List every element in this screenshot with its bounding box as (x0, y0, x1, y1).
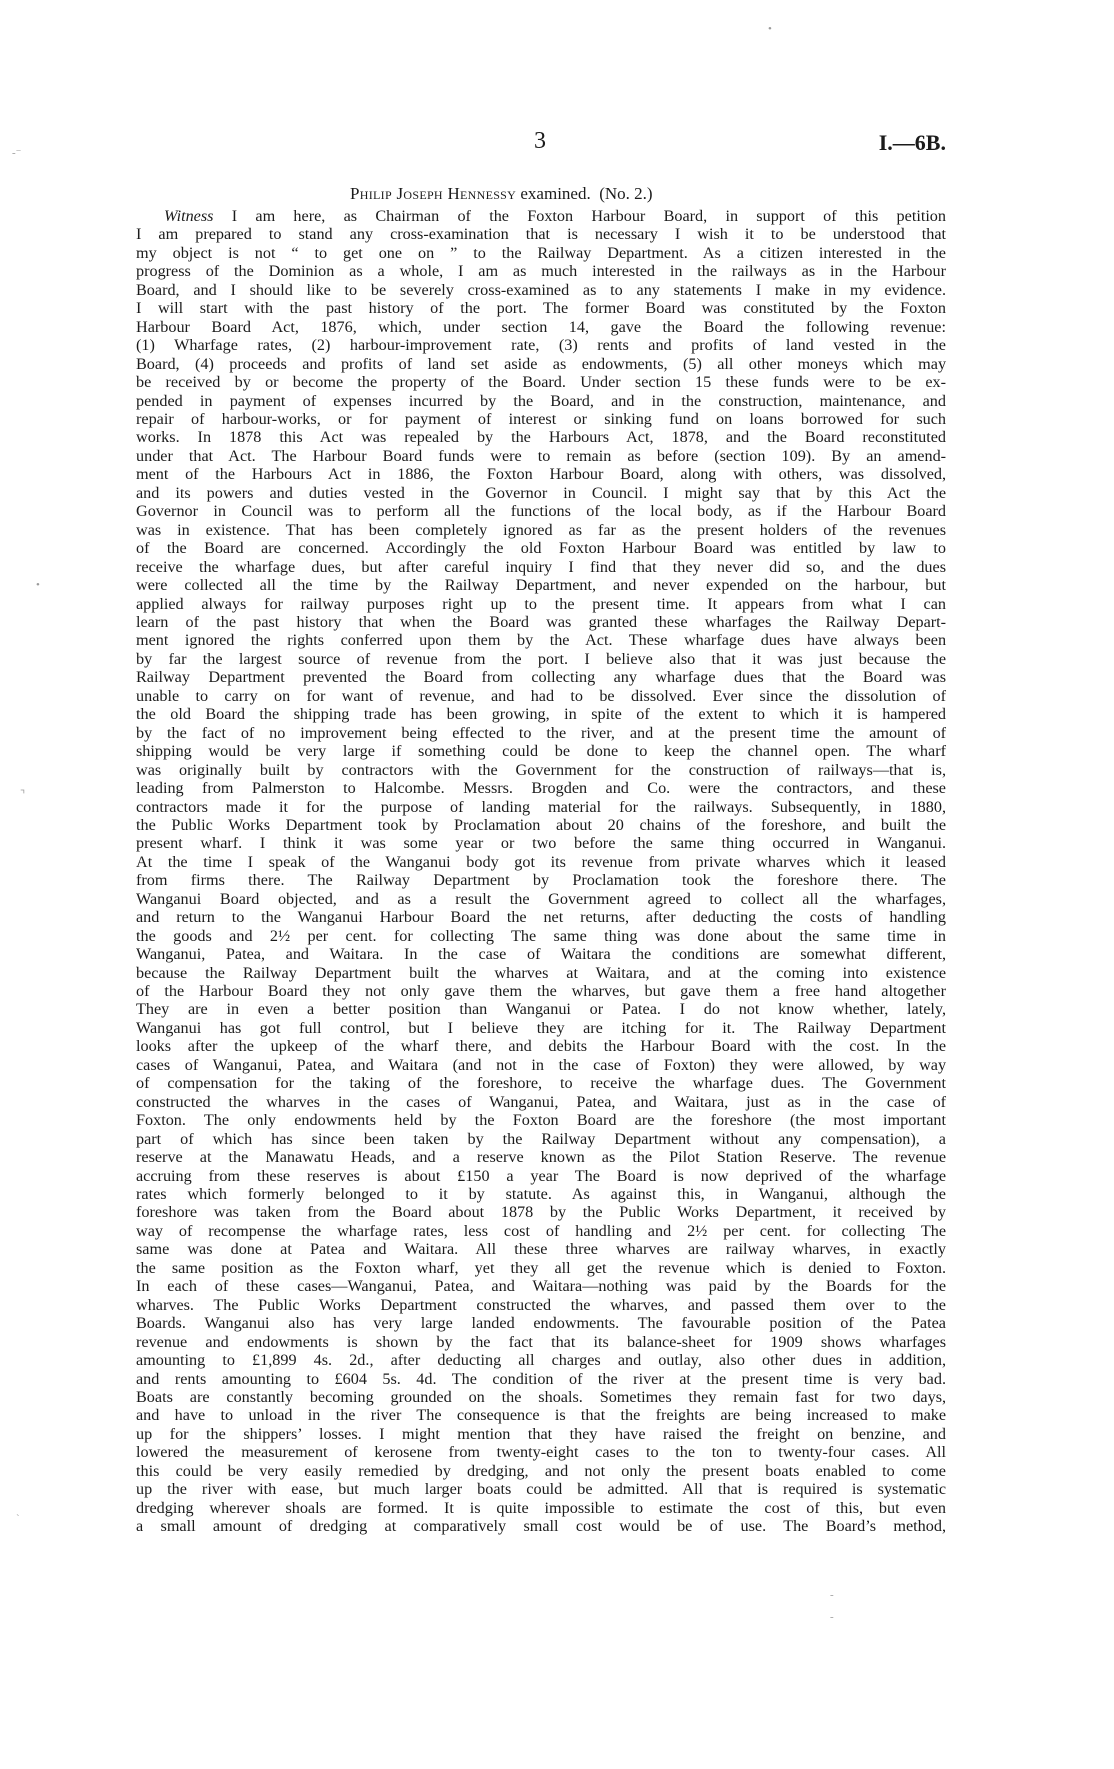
line-text: I am prepared to stand any cross-examination that is necessary I wish it to be understood that (136, 225, 947, 244)
line-text: and have to unload in the river The consequence is that the freights are being increased to make (136, 1406, 947, 1425)
text-line (136, 539, 946, 557)
text-line (136, 262, 946, 280)
line-text: looks after the upkeep of the wharf there, and debits the Harbour Board with the cost. In the (136, 1037, 946, 1056)
text-line (136, 576, 946, 594)
line-text: repair of harbour-works, or for payment of interest or sinking fund on loans borrowed for such (136, 409, 946, 428)
line-text: way of recompense the wharfage rates, less cost of handling and 2½ per cent. for collecting The (136, 1221, 947, 1240)
text-line (136, 853, 946, 871)
line-text: the goods and 2½ per cent. for collecting The same thing was done about the same time in (136, 926, 946, 945)
text-line (136, 1037, 946, 1055)
line-text: ment of the Harbours Act in 1886, the Foxton Harbour Board, along with others, was dissolved, (136, 465, 947, 484)
line-text: At the time I speak of the Wanganui body got its revenue from private wharves which it leased (136, 852, 946, 871)
line-text: under that Act. The Harbour Board funds were to remain as before (section 109). By an amend- (136, 446, 947, 465)
line-text: wharves. The Public Works Department constructed the wharves, and passed them over to the (136, 1295, 946, 1314)
line-text: Wanganui has got full control, but I believe they are itching for it. The Railway Department (136, 1018, 946, 1037)
line-text: Railway Department prevented the Board from collecting any wharfage dues that the Board was (136, 668, 946, 687)
line-text: present wharf. I think it was some year or two before the same thing occurred in Wanganui. (136, 834, 946, 853)
text-line (136, 1167, 946, 1185)
witness-name: Philip Joseph Hennessy (350, 184, 517, 203)
text-line (136, 502, 946, 520)
line-text: the Public Works Department took by Proclamation about 20 chains of the foreshore, and built the (136, 815, 947, 834)
text-line (136, 1019, 946, 1037)
text-line (136, 1314, 946, 1332)
line-text: foreshore was taken from the Board about 1878 by the Public Works Department, it received by (136, 1203, 946, 1222)
paper-reference: I.—6B. (878, 130, 946, 155)
text-line (136, 834, 946, 852)
line-text: and its powers and duties vested in the Governor in Council. I might say that by this Act the (136, 483, 947, 502)
text-line (136, 521, 946, 539)
line-text: from firms there. The Railway Department by Proclamation took the foreshore there. The (136, 871, 946, 890)
text-line (136, 1370, 946, 1388)
text-line (136, 1130, 946, 1148)
text-line (136, 1148, 946, 1166)
text-line (136, 871, 946, 889)
text-line (136, 1499, 946, 1517)
line-text: my object is not “ to get one on ” to the Railway Department. As a citizen interested in the (136, 243, 946, 262)
text-line (136, 1203, 946, 1221)
line-text: be received by or become the property of the Board. Under section 15 these funds were to be ex- (136, 373, 946, 392)
line-text: reserve at the Manawatu Heads, and a reserve known as the Pilot Station Reserve. The revenue (136, 1148, 947, 1167)
text-line (136, 336, 946, 354)
text-line (136, 1406, 946, 1424)
text-line (136, 650, 946, 668)
text-line (136, 1333, 946, 1351)
text-line (136, 779, 946, 797)
line-text: applied always for railway purposes right up to the present time. It appears from what I can (136, 594, 946, 613)
line-text: Boats are constantly becoming grounded on the shoals. Sometimes they remain fast for two days, (136, 1388, 947, 1406)
line-text: Board, and I should like to be severely cross-examined as to any statements I make in my evidence. (136, 280, 946, 299)
line-text: was originally built by contractors with the Government for the construction of railways—that is, (136, 760, 946, 779)
line-text: Board, (4) proceeds and profits of land set aside as endowments, (5) all other moneys which may (136, 354, 947, 373)
line-text: Boards. Wanganui also has very large landed endowments. The favourable position of the Patea (136, 1314, 946, 1333)
scan-mark: • (768, 23, 772, 35)
text-line (136, 465, 946, 483)
text-line (136, 742, 946, 760)
line-text: works. In 1878 this Act was repealed by the Harbours Act, 1878, and the Board reconstituted (136, 428, 946, 447)
line-text: up the river with ease, but much larger boats could be admitted. All that is required is systematic (136, 1480, 946, 1499)
text-line (136, 410, 946, 428)
line-text: was in existence. That has been completely ignored as far as the present holders of the revenues (136, 520, 946, 539)
line-text: the old Board the shipping trade has been growing, in spite of the extent to which it is hampered (136, 705, 947, 724)
line-text: of compensation for the taking of the foreshore, to receive the wharfage dues. The Government (136, 1074, 947, 1093)
text-line (136, 816, 946, 834)
line-text: In each of these cases—Wanganui, Patea, and Waitara—nothing was paid by the Boards for the (136, 1277, 947, 1296)
text-line (136, 1517, 946, 1535)
line-text: I will start with the past history of the port. The former Board was constituted by the Foxton (136, 299, 946, 318)
line-text: accruing from these reserves is about £150 a year The Board is now deprived of the wharfage (136, 1166, 946, 1185)
section-heading (350, 184, 810, 204)
text-line (136, 982, 946, 1000)
line-text: contractors made it for the purpose of landing material for the railways. Subsequently, in 1880, (136, 797, 946, 816)
text-line (136, 1480, 946, 1498)
line-text: same was done at Patea and Waitara. All these three wharves are railway wharves, in exactly (136, 1240, 946, 1259)
text-line (136, 1425, 946, 1443)
text-line (136, 1240, 946, 1258)
line-text: rates which formerly belonged to it by statute. As against this, in Wanganui, although the (136, 1185, 946, 1204)
text-line (136, 687, 946, 705)
scan-mark: - (830, 1589, 834, 1601)
text-line (136, 1351, 946, 1369)
text-line (136, 428, 946, 446)
text-line (136, 373, 946, 391)
text-line (136, 890, 946, 908)
line-text: were collected all the time by the Railway Department, and never expended on the harbour, but (136, 576, 946, 595)
text-line (136, 705, 946, 723)
line-text: They are in even a better position than Wanganui or Patea. I do not know whether, lately, (136, 1000, 946, 1019)
line-text: and return to the Wanganui Harbour Board the net returns, after deducting the costs of handling (136, 908, 946, 927)
text-line (136, 207, 946, 225)
text-line (136, 447, 946, 465)
line-text: of the Harbour Board they not only gave them the wharves, but gave them a free hand altogether (136, 982, 946, 1001)
line-text: the same position as the Foxton wharf, yet they all get the revenue which is denied to Foxton. (136, 1258, 947, 1277)
line-text: progress of the Dominion as a whole, I am as much interested in the railways as in the Harbour (136, 262, 946, 281)
line-text: (1) Wharfage rates, (2) harbour-improvement rate, (3) rents and profits of land vested in the (136, 336, 946, 355)
line-text: lowered the measurement of kerosene from twenty-eight cases to the ton to twenty-four cases. All (136, 1443, 947, 1462)
line-text: shipping would be very large if something could be done to keep the channel open. The wharf (136, 742, 946, 761)
line-text: Wanganui, Patea, and Waitara. In the case of Waitara the conditions are somewhat different, (136, 945, 946, 964)
text-line (136, 1443, 946, 1461)
speaker-label: Witness (164, 207, 214, 225)
heading-suffix: examined. (516, 184, 591, 203)
line-text: receive the wharfage dues, but after careful inquiry I find that they never did so, and the dues (136, 557, 946, 576)
text-line (136, 1000, 946, 1018)
line-text: constructed the wharves in the cases of Wanganui, Patea, and Waitara, just as in the case of (136, 1092, 947, 1111)
text-line (136, 724, 946, 742)
text-line (136, 1277, 946, 1295)
text-line (136, 355, 946, 373)
line-text: Harbour Board Act, 1876, which, under section 14, gave the Board the following revenue: (136, 317, 946, 336)
line-text: ment ignored the rights conferred upon them by the Act. These wharfage dues have always been (136, 631, 947, 650)
text-line (136, 1259, 946, 1277)
text-line (136, 318, 946, 336)
text-line (136, 908, 946, 926)
text-line (136, 798, 946, 816)
text-line (136, 1056, 946, 1074)
text-line (136, 1185, 946, 1203)
text-line (136, 1462, 946, 1480)
line-text: cases of Wanganui, Patea, and Waitara (and not in the case of Foxton) they were allowed, by way (136, 1055, 947, 1074)
line-text: by the fact of no improvement being effected to the river, and at the present time the amount of (136, 723, 947, 742)
line-text: Foxton. The only endowments held by the Foxton Board are the foreshore (the most important (136, 1111, 946, 1130)
text-line (136, 927, 946, 945)
line-text: up for the shippers’ losses. I might mention that they have raised the freight on benzine, and (136, 1424, 946, 1443)
page-number: 3 (534, 128, 546, 154)
text-line (136, 964, 946, 982)
text-line (136, 392, 946, 410)
scan-mark: ` (16, 1513, 20, 1525)
text-line (136, 558, 946, 576)
line-text: Governor in Council was to perform all the functions of the local body, as if the Harbour Board (136, 502, 946, 521)
scan-mark: - (830, 1611, 834, 1623)
text-line (136, 945, 946, 963)
line-text: leading from Palmerston to Halcombe. Messrs. Brogden and Co. were the contractors, and these (136, 779, 946, 798)
line-text: pended in payment of expenses incurred by the Board, and in the construction, maintenance, and (136, 391, 946, 410)
line-text: unable to carry on for want of revenue, and had to be dissolved. Ever since the dissolution of (136, 686, 946, 705)
line-text: amounting to £1,899 4s. 2d., after deducting all charges and outlay, also other dues in addition, (136, 1351, 946, 1370)
line-text: by far the largest source of revenue from the port. I believe also that it was just because the (136, 649, 947, 668)
text-line (136, 1296, 946, 1314)
text-line (136, 1093, 946, 1111)
text-line (136, 668, 946, 686)
line-text: and rents amounting to £604 5s. 4d. The condition of the river at the present time is very bad. (136, 1369, 946, 1388)
line-text: this could be very easily remedied by dredging, and not only the present boats enabled to come (136, 1461, 946, 1480)
text-line (136, 281, 946, 299)
text-line (136, 1222, 946, 1240)
scan-mark: -⁻ (12, 147, 22, 159)
text-line (136, 225, 946, 243)
text-line (136, 1388, 946, 1406)
text-line (136, 299, 946, 317)
line-text: Wanganui Board objected, and as a result the Government agreed to collect all the wharfages, (136, 889, 946, 908)
scan-mark: • (36, 579, 40, 591)
text-line (136, 595, 946, 613)
heading-number: (No. 2.) (599, 184, 653, 203)
line-text: because the Railway Department built the wharves at Waitara, and at the coming into existence (136, 963, 947, 982)
text-line (136, 1111, 946, 1129)
text-line (136, 484, 946, 502)
testimony-body (136, 207, 946, 1536)
scan-mark: ⌝ (20, 789, 26, 801)
line-text: dredging wherever shoals are formed. It is quite impossible to estimate the cost of this, but even (136, 1498, 946, 1517)
line-text: revenue and endowments is shown by the fact that its balance-sheet for 1909 shows wharfages (136, 1332, 946, 1351)
line-text: of the Board are concerned. Accordingly the old Foxton Harbour Board was entitled by law to (136, 539, 946, 558)
line-text: I am here, as Chairman of the Foxton Harbour Board, in support of this petition (213, 207, 946, 225)
text-line (136, 613, 946, 631)
text-line (136, 244, 946, 262)
text-line (136, 761, 946, 779)
line-text: a small amount of dredging at comparatively small cost would be of use. The Board’s method, (136, 1517, 946, 1536)
text-line (136, 631, 946, 649)
line-text: part of which has since been taken by the Railway Department without any compensation), a (136, 1129, 946, 1148)
line-text: learn of the past history that when the Board was granted these wharfages the Railway Depart- (136, 612, 947, 631)
text-line (136, 1074, 946, 1092)
